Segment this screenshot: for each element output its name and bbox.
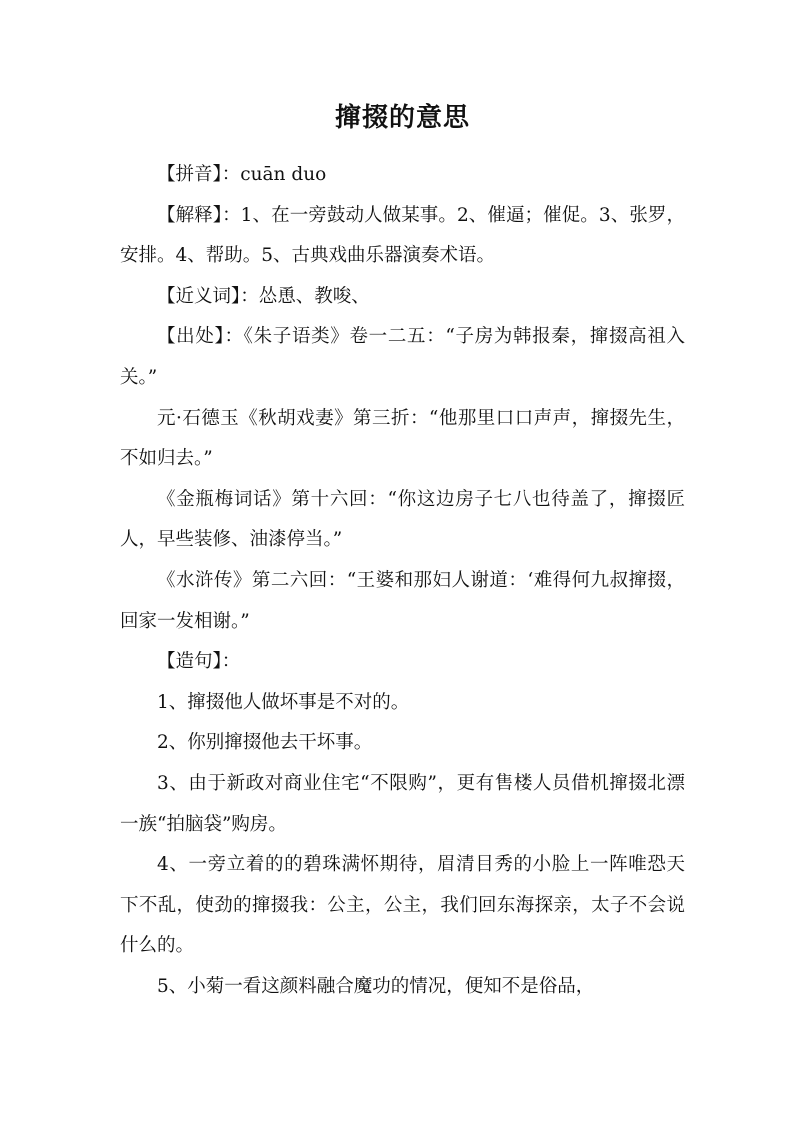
page-title: 撺掇的意思 [334,103,470,133]
example-sentence: 2、你别撺掇他去干坏事。 [157,732,373,754]
source-paragraph: 元·石德玉《秋胡戏妻》第三折：“他那里口口声声，撺掇先生，不如归去。” [120,407,685,470]
example-sentence: 5、小菊一看这颜料融合魔功的情况，便知不是俗品， [157,975,595,997]
example-sentence: 4、一旁立着的的碧珠满怀期待，眉清目秀的小脸上一阵唯恐天下不乱，使劲的撺掇我：公主，公主，我们回东海探亲，太子不会说什么的。 [120,854,685,957]
definition-paragraph: 【解释】：1、在一旁鼓动人做某事。2、催逼；催促。3、张罗，安排。4、帮助。5、古典戏曲乐器演奏术语。 [120,204,685,267]
example-sentence: 1、撺掇他人做坏事是不对的。 [157,691,410,713]
example-sentence: 3、由于新政对商业住宅“不限购”，更有售楼人员借机撺掇北漂一族“拍脑袋”购房。 [120,772,685,835]
pinyin-paragraph: 【拼音】：cuān duo [157,164,327,185]
source-paragraph: 《金瓶梅词话》第十六回：“你这边房子七八也待盖了，撺掇匠人，早些装修、油漆停当。” [120,488,685,551]
document-body [120,155,685,1007]
examples-heading: 【造句】： [157,651,241,673]
source-paragraph: 《水浒传》第二六回：“王婆和那妇人谢道：‘难得何九叔撺掇，回家一发相谢。” [120,569,685,632]
synonyms-paragraph: 【近义词】：怂恿、教唆、 [157,285,370,307]
source-paragraph: 【出处】：《朱子语类》卷一二五：“子房为韩报秦，撺掇高祖入关。” [120,326,685,388]
